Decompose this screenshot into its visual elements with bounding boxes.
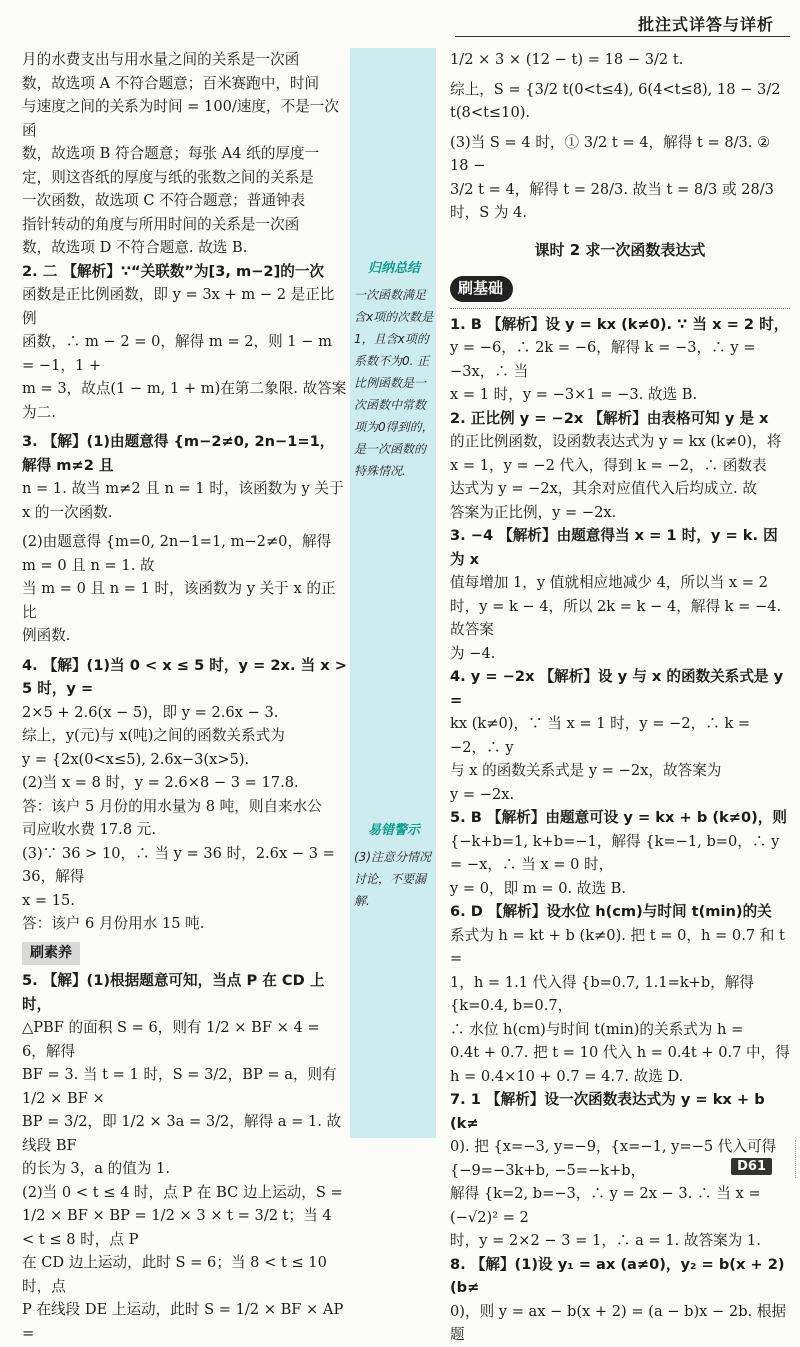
header-rule bbox=[455, 36, 790, 37]
text-line: 在 CD 边上运动，此时 S = 6；当 8 < t ≤ 10 时，点 bbox=[22, 1254, 327, 1295]
text-line: 数，故选项 B 符合题意；每张 A4 纸的厚度一 bbox=[22, 145, 320, 162]
right-column bbox=[450, 48, 790, 1347]
text-line: 当 m = 0 且 n = 1 时，该函数为 y 关于 x 的正比 bbox=[22, 580, 336, 621]
text-line: 例函数. bbox=[22, 627, 71, 644]
text-line: BF = 3. 当 t = 1 时，S = 3/2，BP = a，则有 1/2 × BF × bbox=[22, 1066, 337, 1107]
text-line: 为 −4. bbox=[450, 644, 496, 662]
text-line: ∴ 水位 h(cm)与时间 t(min)的关系式为 h = bbox=[450, 1020, 744, 1038]
text-line: {−k+b=1, k+b=−1，解得 {k=−1, b=0，∴ y = −x，∴ 当 x = 0 时， bbox=[450, 832, 780, 873]
text-line: 函数，∴ m − 2 = 0，解得 m = 2，则 1 − m = −1，1 + bbox=[22, 333, 332, 374]
text-line: 司应收水费 17.8 元. bbox=[22, 821, 156, 838]
side-note-summary bbox=[354, 258, 434, 482]
text-line: m = 3，故点(1 − m, 1 + m)在第二象限. 故答案 bbox=[22, 380, 347, 397]
text-line: 与速度之间的关系为时间 = 100/速度，不是一次函 bbox=[22, 98, 339, 139]
text-line: kx (k≠0)，∵ 当 x = 1 时，y = −2，∴ k = −2，∴ y bbox=[450, 715, 751, 756]
running-header: 批注式详答与详析 bbox=[637, 15, 774, 34]
text-line: 2×5 + 2.6(x − 5)，即 y = 2.6x − 3. bbox=[22, 703, 279, 721]
text-line: (2)由题意得 {m=0, 2n−1=1, m−2≠0，解得 m = 0 且 n = 1. 故 bbox=[22, 533, 332, 574]
problem-5: 5. B 【解析】由题意可设 y = kx + b (k≠0)，则 bbox=[450, 809, 787, 826]
page-number: D61 bbox=[731, 1158, 772, 1175]
problem-3: 3. −4 【解析】由题意得当 x = 1 时，y = k. 因为 x bbox=[450, 527, 778, 568]
lesson-title: 课时 2 求一次函数表达式 bbox=[534, 240, 706, 259]
section-badge-suyang: 刷素养 bbox=[22, 942, 80, 966]
text-line: 达式为 y = −2x，其余对应值代入后均成立. 故 bbox=[450, 480, 757, 497]
problem-7: 7. 1 【解析】设一次函数表达式为 y = kx + b (k≠ bbox=[450, 1091, 765, 1132]
problem-4: 4. 【解】(1)当 0 < x ≤ 5 时，y = 2x. 当 x > 5 时，y = bbox=[22, 656, 347, 697]
text-line: 解得 {k=2, b=−3，∴ y = 2x − 3. ∴ 当 x = (−√2)² = 2 bbox=[450, 1185, 761, 1226]
text-line: (3)∵ 36 > 10，∴ 当 y = 36 时，2.6x − 3 = 36，解得 bbox=[22, 844, 335, 885]
side-note-title: 归纳总结 bbox=[367, 261, 420, 276]
text-line: 与 x 的函数关系式是 y = −2x，故答案为 bbox=[450, 762, 722, 779]
text-line: (2)当 0 < t ≤ 4 时，点 P 在 BC 边上运动，S = bbox=[22, 1183, 343, 1201]
text-line: 定，则这沓纸的厚度与纸的张数之间的关系是 bbox=[22, 168, 314, 186]
text-line: n = 1. 故当 m≠2 且 n = 1 时，该函数为 y 关于 bbox=[22, 480, 344, 497]
text-line: 系式为 h = kt + b (k≠0). 把 t = 0，h = 0.7 和 t = bbox=[450, 926, 785, 967]
problem-4: 4. y = −2x 【解析】设 y 与 x 的函数关系式是 y = bbox=[450, 668, 784, 709]
text-line: 1，h = 1.1 代入得 {b=0.7, 1.1=k+b，解得 {k=0.4, b=0.7， bbox=[450, 973, 755, 1014]
text-line: 答：该户 5 月份的用水量为 8 吨，则自来水公 bbox=[22, 797, 322, 815]
text-line: 一次函数，故选项 C 不符合题意；普通钟表 bbox=[22, 192, 306, 209]
text-line: x = 1 时，y = −3×1 = −3. 故选 B. bbox=[450, 386, 698, 403]
problem-2: 2. 正比例 y = −2x 【解析】由表格可知 y 是 x bbox=[450, 409, 769, 427]
text-line: y = {2x(0<x≤5), 2.6x−3(x>5). bbox=[22, 750, 250, 768]
text-line: 1/2 × BF × BP = 1/2 × 3 × t = 3/2 t；当 4 < t ≤ 8 时，点 P bbox=[22, 1207, 332, 1248]
text-line: 0). 把 {x=−3, y=−9，{x=−1, y=−5 代入可得 {−9=−3k+b, −5=−k+b， bbox=[450, 1138, 777, 1179]
text-line: (2)当 x = 8 时，y = 2.6×8 − 3 = 17.8. bbox=[22, 774, 299, 791]
text-line: y = −6，∴ 2k = −6，解得 k = −3，∴ y = −3x，∴ 当 bbox=[450, 339, 756, 380]
text-line: P 在线段 DE 上运动，此时 S = 1/2 × BF × AP = bbox=[22, 1301, 344, 1342]
text-line: △PBF 的面积 S = 6，则有 1/2 × BF × 4 = 6，解得 bbox=[22, 1019, 320, 1060]
problem-2: 2. 二 【解析】∵“关联数”为[3, m−2]的一次 bbox=[22, 262, 325, 280]
text-line: 答：该户 6 月份用水 15 吨. bbox=[22, 915, 205, 932]
text-line: x = 15. bbox=[22, 891, 75, 909]
text-line: 时，y = k − 4，所以 2k = k − 4，解得 k = −4. 故答案 bbox=[450, 597, 782, 638]
text-line: (3)当 S = 4 时，① 3/2 t = 4，解得 t = 8/3. ② 18 − bbox=[450, 133, 771, 174]
annotation-sidebar bbox=[350, 48, 436, 1138]
text-line: 的长为 3，a 的值为 1. bbox=[22, 1160, 170, 1177]
text-line: 综上，S = {3/2 t(0<t≤4), 6(4<t≤8), 18 − 3/2 t(8<t≤10). bbox=[450, 80, 781, 121]
text-line: 答案为正比例，y = −2x. bbox=[450, 503, 617, 521]
side-note-body: 一次函数满足含x项的次数是1，且含x项的系数不为0. 正比例函数是一次函数中常数项为0得到的，是一次函数的特殊情况. bbox=[354, 288, 434, 478]
side-note-warning bbox=[354, 820, 434, 912]
problem-1: 1. B 【解析】设 y = kx (k≠0). ∵ 当 x = 2 时， bbox=[450, 315, 789, 333]
text-line: 的正比例函数，设函数表达式为 y = kx (k≠0)，将 x = 1，y = −2 代入，得到 k = −2，∴ 函数表 bbox=[450, 433, 782, 474]
text-line: 数，故选项 A 不符合题意；百米赛跑中，时间 bbox=[22, 74, 320, 92]
problem-6: 6. D 【解析】设水位 h(cm)与时间 t(min)的关 bbox=[450, 903, 772, 920]
text-line: 函数是正比例函数，即 y = 3x + m − 2 是正比例 bbox=[22, 286, 335, 327]
text-line: y = 0，即 m = 0. 故选 B. bbox=[450, 879, 626, 897]
side-note-body: (3)注意分情况讨论，不要漏解. bbox=[354, 850, 431, 908]
text-line: 3/2 t = 4，解得 t = 28/3. 故当 t = 8/3 或 28/3 时，S 为 4. bbox=[450, 180, 774, 221]
text-line: 月的水费支出与用水量之间的关系是一次函 bbox=[22, 51, 300, 68]
text-line: 时，y = 2×2 − 3 = 1，∴ a = 1. 故答案为 1. bbox=[450, 1232, 761, 1249]
text-line: y = −2x. bbox=[450, 785, 515, 803]
text-line: x 的一次函数. bbox=[22, 503, 113, 521]
text-line: 0.4t + 0.7. 把 t = 10 代入 h = 0.4t + 0.7 中，得 bbox=[450, 1044, 790, 1061]
problem-5: 5. 【解】(1)根据题意可知，当点 P 在 CD 上时， bbox=[22, 972, 325, 1013]
problem-8: 8. 【解】(1)设 y₁ = ax (a≠0)，y₂ = b(x + 2) (b≠ bbox=[450, 1255, 785, 1296]
text-line: 为二. bbox=[22, 403, 56, 421]
edge-dots bbox=[795, 1140, 796, 1178]
text-line: 值每增加 1，y 值就相应地减少 4，所以当 x = 2 bbox=[450, 574, 768, 591]
section-badge-jichu: 刷基础 bbox=[450, 276, 513, 302]
text-line: 综上，y(元)与 x(吨)之间的函数关系式为 bbox=[22, 727, 285, 744]
side-note-title: 易错警示 bbox=[367, 823, 420, 838]
text-line: 1/2 × 3 × (12 − t) = 18 − 3/2 t. bbox=[450, 51, 684, 68]
text-line: 0)，则 y = ax − b(x + 2) = (a − b)x − 2b. 根据题 bbox=[450, 1302, 787, 1343]
badge-row bbox=[450, 272, 790, 309]
text-line: BP = 3/2，即 1/2 × 3a = 3/2，解得 a = 1. 故线段 BF bbox=[22, 1113, 342, 1154]
text-line: 数，故选项 D 不符合题意. 故选 B. bbox=[22, 239, 248, 256]
problem-3: 3. 【解】(1)由题意得 {m−2≠0, 2n−1=1，解得 m≠2 且 bbox=[22, 433, 335, 474]
text-line: h = 0.4×10 + 0.7 = 4.7. 故选 D. bbox=[450, 1067, 684, 1085]
left-column bbox=[22, 48, 348, 1345]
text-line: 指针转动的角度与所用时间的关系是一次函 bbox=[22, 215, 300, 233]
